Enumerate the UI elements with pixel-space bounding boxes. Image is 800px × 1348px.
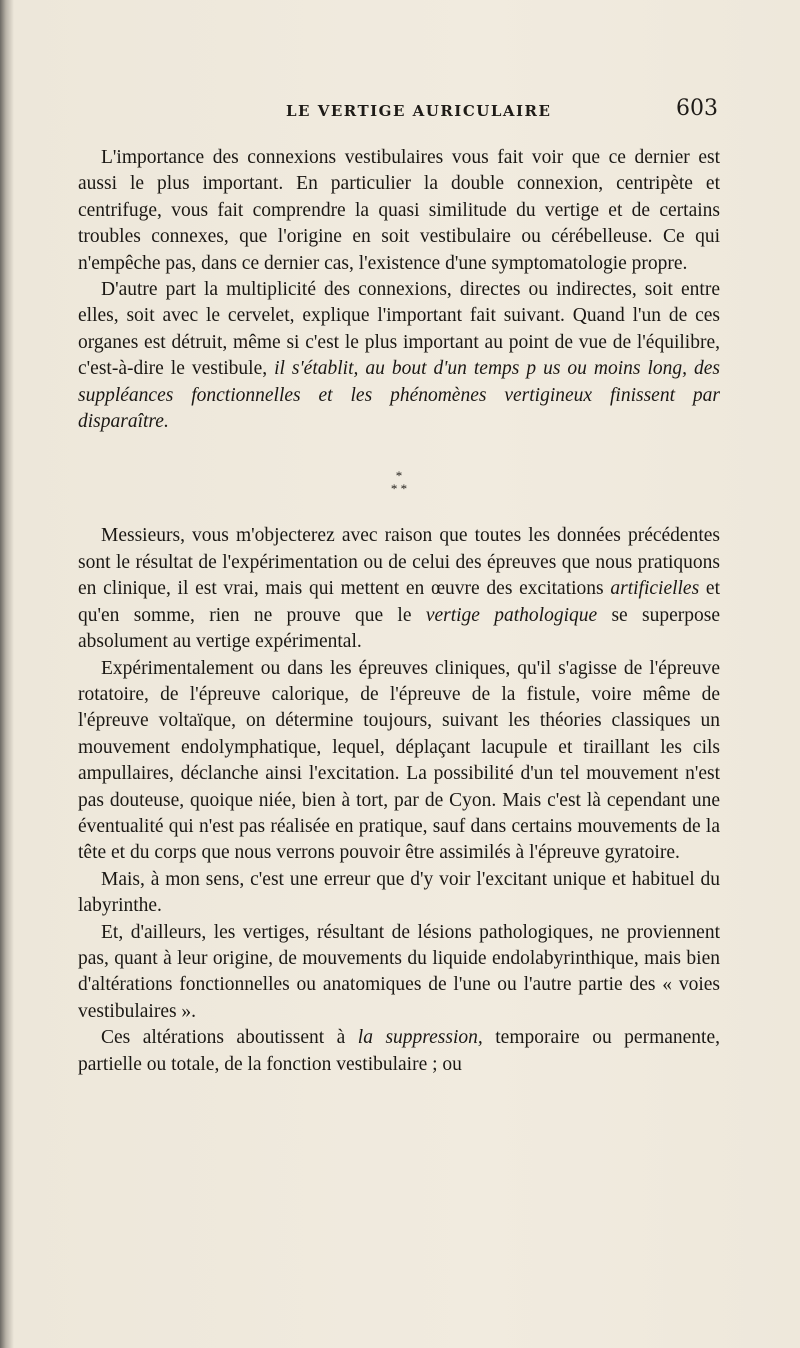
italic-text: la suppression,	[357, 1027, 483, 1049]
paragraph-text: L'importance des connexions vestibulaires vous fait voir que ce dernier est aussi le plus important. En particulier la double connexion, centripète et centrifuge, vous fait comprendre la quasi similitude du vertige et de certains troubles connexes, que l'origine en soit vestibulaire ou cérébelleuse. Ce qui n'empêche pas, dans ce dernier cas, l'existence d'une symptomatologie propre.	[78, 147, 720, 274]
paragraph-text: Messieurs, vous m'objecterez avec raison que toutes les données précédentes sont le résultat de l'expérimentation ou de celui des épreuves que nous pratiquons en clinique, il est vrai, mais qui mettent en œuvre des excitations	[78, 525, 720, 600]
page-number: 603	[676, 96, 718, 121]
paragraph-text: Mais, à mon sens, c'est une erreur que d'y voir l'excitant unique et habituel du labyrinthe.	[78, 868, 720, 917]
paragraph-text: se superpose absolument au vertige expérimental.	[78, 604, 720, 653]
asterism-bottom: * *	[390, 481, 408, 497]
paragraph	[78, 867, 720, 920]
section-break-asterism	[78, 435, 720, 523]
paragraph	[78, 277, 720, 435]
paragraph-text: temporaire ou permanente, partielle ou totale, de la fonction vestibulaire ; ou	[78, 1027, 721, 1075]
page-header	[286, 96, 718, 126]
paragraph-text: Ces altérations aboutissent à	[101, 1027, 358, 1049]
italic-text: il s'établit, au bout d'un temps p us ou moins long, des suppléances fonctionnelles et les phénomènes vertigineux finissent par disparaître.	[78, 358, 721, 433]
asterism-top: *	[395, 468, 403, 484]
paragraph	[78, 920, 720, 1026]
paragraph	[78, 523, 720, 655]
paragraph	[78, 1025, 720, 1078]
italic-text: artificielles	[610, 578, 700, 600]
paragraph	[78, 145, 720, 277]
paragraph-text: Et, d'ailleurs, les vertiges, résultant de lésions pathologiques, ne proviennent pas, quant à leur origine, de mouvements du liquide endolabyrinthique, mais bien d'altérations fonctionnelles ou anatomiques de l'une ou l'autre partie des « voies vestibulaires ».	[78, 921, 720, 1022]
italic-text: vertige pathologique	[425, 604, 598, 626]
paragraph-text: D'autre part la multiplicité des connexions, directes ou indirectes, soit entre elles, soit avec le cervelet, explique l'important fait suivant. Quand l'un de ces organes est détruit, même si c'est le plus important au point de vue de l'équilibre, c'est-à-dire le vestibule,	[78, 279, 720, 380]
page-body	[78, 145, 720, 1078]
paragraph-text: et qu'en somme, rien ne prouve que le	[78, 578, 720, 626]
running-head: LE VERTIGE AURICULAIRE	[286, 102, 552, 120]
paragraph-text: Expérimentalement ou dans les épreuves cliniques, qu'il s'agisse de l'épreuve rotatoire, de l'épreuve calorique, de l'épreuve de la fistule, voire même de l'épreuve voltaïque, on détermine toujours, suivant les théories classiques un mouvement endolymphatique, lequel, déplaçant lacupule et tiraillant les cils ampullaires, déclanche ainsi l'excitation. La possibilité d'un tel mouvement n'est pas douteuse, quoique niée, bien à tort, par de Cyon. Mais c'est là cependant une éventualité qui n'est pas réalisée en pratique, sauf dans certains mouvements de la tête et du corps que nous verrons pouvoir être assimilés à l'épreuve gyratoire.	[78, 657, 720, 864]
paragraph	[78, 656, 720, 867]
